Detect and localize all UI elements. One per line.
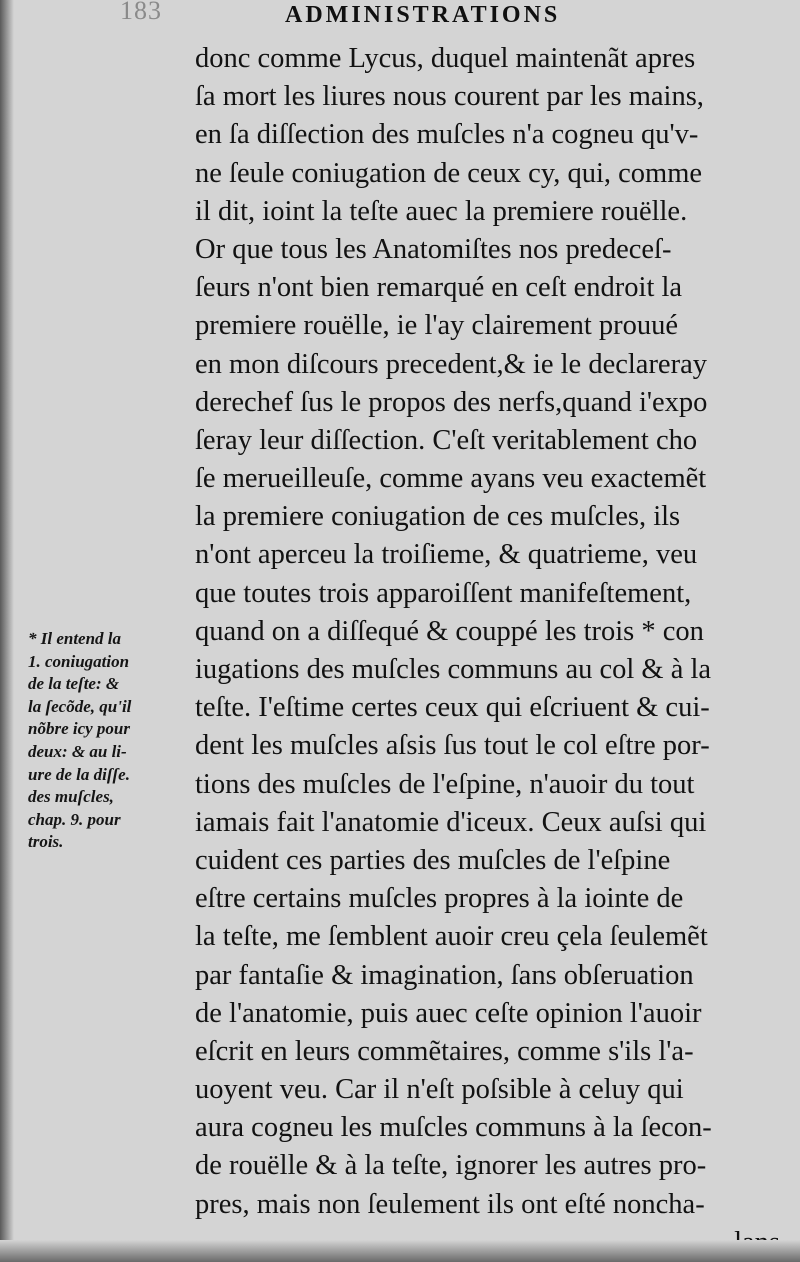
text-line: ne ſeule coniugation de ceux cy, qui, comme [195,157,703,189]
text-line: ſe merueilleuſe, comme ayans veu exactemẽt [195,463,707,495]
marginal-note [28,628,188,854]
text-line: en mon diſcours precedent,& ie le declareray [195,348,707,380]
page-bottom-shadow [0,1240,800,1262]
text-line: premiere rouëlle, ie l'ay clairement prouué [195,310,679,342]
text-line: de l'anatomie, puis auec ceſte opinion l'auoir [195,997,702,1029]
note-line: trois. [28,832,64,852]
page-number: 183 [120,0,162,25]
text-line: quand on a diſſequé & couppé les trois * con [195,615,704,647]
gutter-shadow [0,0,14,1262]
note-line: 1. coniugation [28,651,130,671]
main-text-block [195,40,780,1262]
text-line: donc comme Lycus, duquel maintenãt apres [195,43,696,74]
text-line: par fantaſie & imagination, ſans obſeruation [195,959,694,991]
note-line: nõbre icy pour [28,719,130,739]
text-line: aura cogneu les muſcles communs à la ſecon- [195,1112,712,1144]
text-line: en ſa diſſection des muſcles n'a cogneu qu'v- [195,119,699,151]
text-line: eſtre certains muſcles propres à la iointe de [195,883,684,915]
text-line: cuident ces parties des muſcles de l'eſpine [195,844,671,876]
text-line: eſcrit en leurs commẽtaires, comme s'ils l'a- [195,1035,694,1067]
text-line: teſte. I'eſtime certes ceux qui eſcriuent & cui- [195,692,710,724]
running-head: ADMINISTRATIONS [285,2,561,28]
note-line: de la teſte: & [28,674,120,694]
text-line: uoyent veu. Car il n'eſt poſsible à celuy qui [195,1074,684,1106]
note-line: chap. 9. pour [28,809,121,829]
text-line: ſa mort les liures nous courent par les mains, [195,81,704,113]
text-line: dent les muſcles aſsis ſus tout le col eſtre por- [195,730,710,762]
text-line: Or que tous les Anatomiſtes nos predeceſ- [195,233,672,265]
text-line: la teſte, me ſemblent auoir creu çela ſeulemẽt [195,921,708,953]
page-header [0,0,800,30]
text-line: pres, mais non ſeulement ils ont eſté noncha- [195,1188,705,1220]
text-line: la premiere coniugation de ces muſcles, ils [195,501,681,533]
text-line: ſeurs n'ont bien remarqué en ceſt endroit la [195,272,683,304]
text-line: tions des muſcles de l'eſpine, n'auoir du tout [195,768,695,800]
text-line: n'ont aperceu la troiſieme, & quatrieme, veu [195,539,698,571]
text-line: de rouëlle & à la teſte, ignorer les autres pro- [195,1150,707,1182]
text-line: iugations des muſcles communs au col & à la [195,654,712,685]
note-line: deux: & au li- [28,741,127,761]
note-line: des muſcles, [28,787,114,807]
text-line: derechef ſus le propos des nerfs,quand i'expo [195,386,708,418]
text-line: iamais fait l'anatomie d'iceux. Ceux auſsi qui [195,806,707,838]
text-line: que toutes trois apparoiſſent manifeſtement, [195,577,692,609]
note-line: la ſecõde, qu'il [28,696,132,716]
note-line: ure de la diſſe. [28,764,130,784]
note-line: * Il entend la [28,629,122,648]
text-line: ſeray leur diſſection. C'eſt veritablement cho [195,424,698,456]
text-line: il dit, ioint la teſte auec la premiere rouëlle. [195,195,688,227]
